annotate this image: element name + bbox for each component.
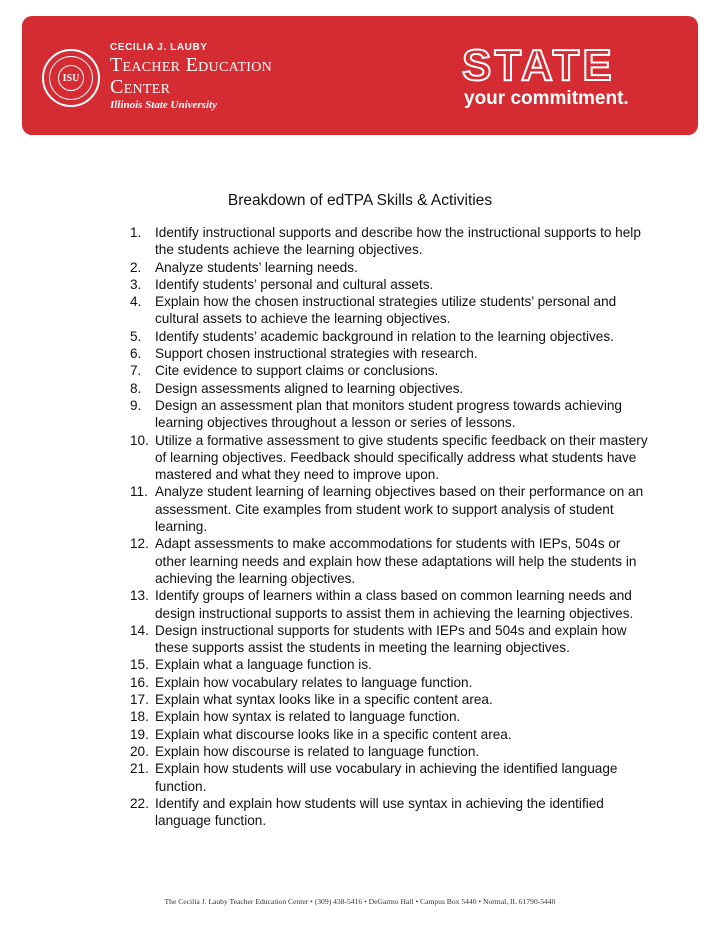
org-line-2: Center: [110, 76, 171, 98]
list-item-text: Design assessments aligned to learning objectives.: [155, 380, 464, 396]
org-name: [110, 42, 272, 112]
list-item: [130, 276, 650, 293]
list-item: [130, 535, 650, 587]
list-item: [130, 622, 650, 657]
list-item-number: 3.: [130, 276, 142, 292]
university-seal-icon: [42, 49, 100, 107]
list-item-text: Identify students’ academic background in relation to the learning objectives.: [155, 328, 614, 344]
list-item-number: 10.: [130, 432, 149, 448]
state-logo: [462, 41, 682, 110]
list-item-text: Cite evidence to support claims or conclusions.: [155, 363, 439, 379]
list-item-text: Analyze student learning of learning objectives based on their performance on an assessment. Cite examples from student work to support analysis of student learning.: [155, 484, 644, 535]
list-item-number: 22.: [130, 795, 149, 811]
list-item-number: 9.: [130, 397, 142, 413]
list-item-text: Explain what a language function is.: [155, 657, 372, 673]
list-item-number: 14.: [130, 622, 149, 638]
list-item-text: Explain how the chosen instructional strategies utilize students’ personal and cultural assets to achieve the learning objectives.: [155, 294, 617, 327]
list-item: [130, 587, 650, 622]
state-wordmark: STATE: [462, 41, 615, 90]
org-small-name: CECILIA J. LAUBY: [110, 42, 208, 53]
list-item-number: 15.: [130, 657, 149, 673]
header-banner: [22, 16, 698, 135]
list-item-text: Analyze students’ learning needs.: [155, 259, 358, 275]
list-item-text: Identify instructional supports and describe how the instructional supports to help the students achieve the learning objectives.: [155, 225, 641, 258]
list-item: [130, 708, 650, 725]
list-item-number: 18.: [130, 709, 149, 725]
list-item: [130, 259, 650, 276]
list-item: [130, 674, 650, 691]
list-item: [130, 691, 650, 708]
list-item-number: 5.: [130, 328, 142, 344]
list-item-text: Design an assessment plan that monitors student progress towards achieving learning objectives throughout a lesson or series of lessons.: [155, 397, 622, 431]
list-item-number: 2.: [130, 259, 142, 275]
list-item-number: 11.: [130, 484, 148, 500]
list-item: [130, 380, 650, 397]
list-item-text: Utilize a formative assessment to give students specific feedback on their mastery of learning objectives. Feedback should specifically address what students have mastered and what they need to improve upon.: [155, 432, 648, 483]
list-item-text: Explain how discourse is related to language function.: [155, 743, 480, 759]
list-item-number: 20.: [130, 743, 149, 759]
list-item-text: Adapt assessments to make accommodations for students with IEPs, 504s or other learning needs and explain how these adaptations will help the students in achieving the learning objectives.: [155, 536, 637, 586]
list-item-text: Explain how vocabulary relates to language function.: [155, 674, 473, 690]
seal-core: ISU: [58, 65, 84, 91]
list-item-text: Identify groups of learners within a class based on common learning needs and design instructional supports to assist them in achieving the learning objectives.: [155, 588, 634, 621]
list-item: [130, 328, 650, 345]
list-item-number: 7.: [130, 363, 142, 379]
list-item-text: Explain how syntax is related to language function.: [155, 709, 461, 725]
list-item: [130, 795, 650, 830]
list-item-number: 16.: [130, 674, 149, 690]
list-item-number: 19.: [130, 726, 149, 742]
list-item: [130, 656, 650, 673]
list-item: [130, 743, 650, 760]
list-item: [130, 293, 650, 328]
list-item-text: Explain what syntax looks like in a specific content area.: [155, 692, 493, 708]
list-item-text: Identify students’ personal and cultural assets.: [155, 276, 434, 292]
list-item: [130, 483, 650, 535]
list-item-number: 4.: [130, 294, 142, 310]
list-item-text: Identify and explain how students will use syntax in achieving the identified language function.: [155, 795, 604, 829]
list-item: [130, 760, 650, 795]
list-item-text: Support chosen instructional strategies with research.: [155, 346, 478, 362]
list-item: [130, 345, 650, 362]
state-tagline: your commitment.: [464, 88, 629, 109]
list-item: [130, 224, 650, 259]
skills-list: [130, 224, 650, 829]
list-item: [130, 432, 650, 484]
list-item-number: 13.: [130, 588, 149, 604]
list-item: [130, 362, 650, 379]
list-item-text: Design instructional supports for students with IEPs and 504s and explain how these supports assist the students in meeting the learning objectives.: [155, 622, 627, 656]
org-university: Illinois State University: [110, 99, 217, 111]
list-item-number: 21.: [130, 761, 149, 777]
org-line-1: Teacher Education: [110, 54, 273, 76]
list-item-number: 17.: [130, 692, 149, 708]
list-item-number: 6.: [130, 346, 142, 362]
list-item-number: 8.: [130, 380, 142, 396]
list-item-text: Explain how students will use vocabulary in achieving the identified language function.: [155, 761, 618, 794]
list-item-number: 12.: [130, 536, 149, 552]
footer-contact: The Cecilia J. Lauby Teacher Education Center • (309) 438-5416 • DeGarmo Hall • Campus Box 5440 • Normal, IL 61790-5440: [164, 897, 556, 906]
list-item-text: Explain what discourse looks like in a specific content area.: [155, 726, 512, 742]
list-item: [130, 726, 650, 743]
list-item: [130, 397, 650, 432]
document-title: Breakdown of edTPA Skills & Activities: [227, 192, 493, 209]
list-item-number: 1.: [130, 225, 142, 240]
